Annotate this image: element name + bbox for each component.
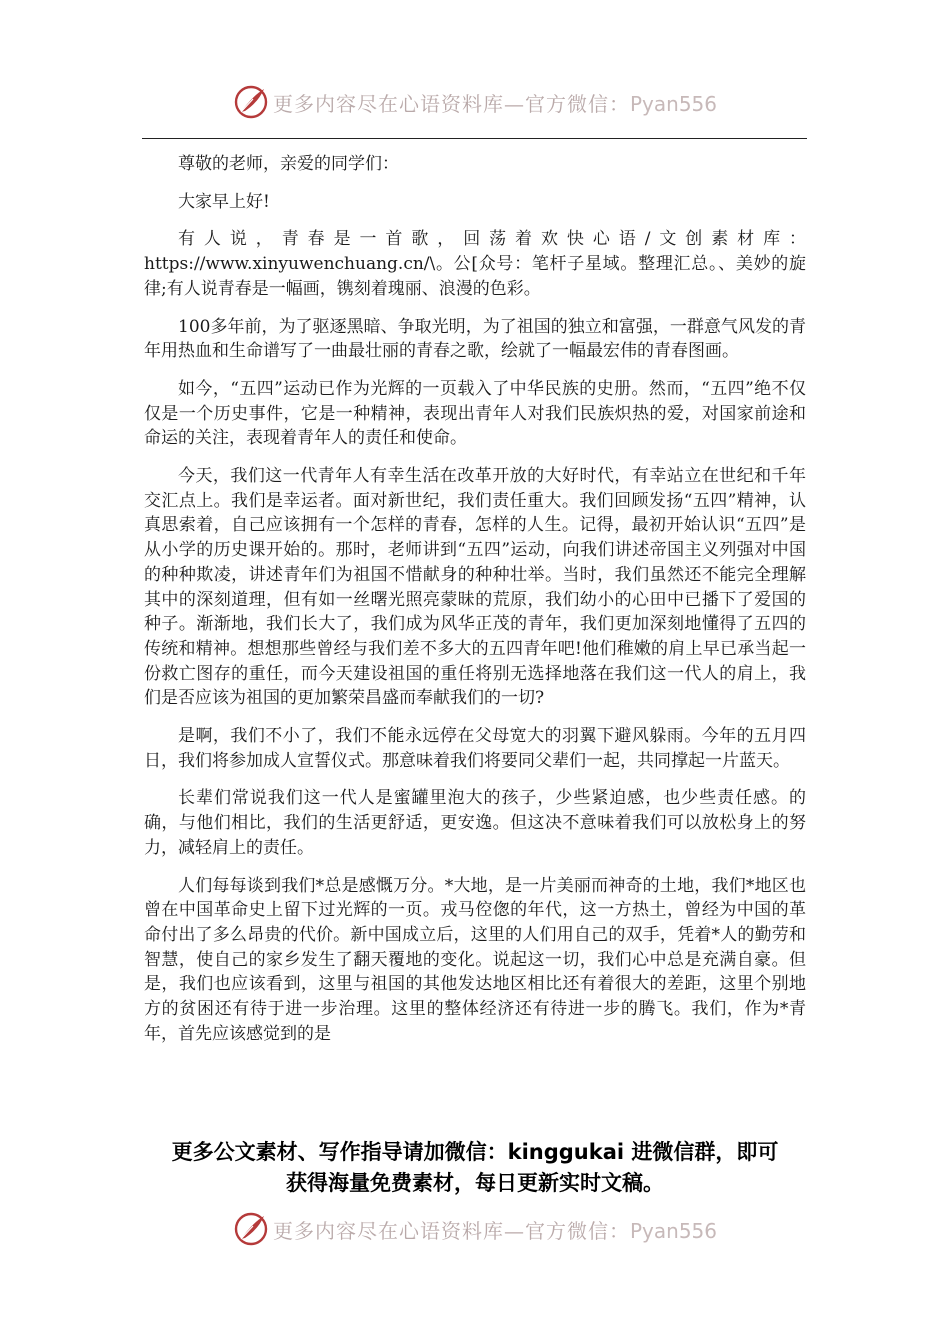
paragraph: 100多年前，为了驱逐黑暗、争取光明，为了祖国的独立和富强，一群意气风发的青年用热血和生命谱写了一曲最壮丽的青春之歌，绘就了一幅最宏伟的青春图画。 (144, 316, 806, 362)
banner-text: 更多内容尽在心语资料库—官方微信：Pyan556 (272, 1218, 717, 1243)
footer-ad-line: 更多公文素材、写作指导请加微信：kinggukai 进微信群，即可 (171, 1140, 779, 1164)
footer-banner (0, 1211, 950, 1247)
speech-body (144, 152, 806, 1060)
wechat-handle: Pyan556 (629, 1218, 717, 1243)
footer-advertisement (120, 1137, 830, 1199)
paragraph: 如今，“五四”运动已作为光辉的一页载入了中华民族的史册。然而，“五四”绝不仅仅是一个历史事件，它是一种精神，表现出青年人对我们民族炽热的爱，对国家前途和命运的关注，表现着青年人的责任和使命。 (144, 378, 806, 449)
header-divider (142, 138, 807, 139)
paragraph: 人们每每谈到我们*总是感慨万分。*大地，是一片美丽而神奇的土地，我们*地区也曾在中国革命史上留下过光辉的一页。戎马倥偬的年代，这一方热土，曾经为中国的革命付出了多么昂贵的代价。新中国成立后，这里的人们用自己的双手，凭着*人的勤劳和智慧，使自己的家乡发生了翻天覆地的变化。说起这一切，我们心中总是充满自豪。但是，我们也应该看到，这里与祖国的其他发达地区相比还有着很大的差距，这里个别地方的贫困还有待于进一步治理。这里的整体经济还有待进一步的腾飞。我们，作为*青年，首先应该感觉到的是 (144, 875, 806, 1044)
paragraph: 尊敬的老师，亲爱的同学们： (178, 154, 399, 174)
paragraph: 今天，我们这一代青年人有幸生活在改革开放的大好时代，有幸站立在世纪和千年交汇点上。我们是幸运者。面对新世纪，我们责任重大。我们回顾发扬“五四”精神，认真思索着，自己应该拥有一个怎样的青春，怎样的人生。记得，最初开始认识“五四”是从小学的历史课开始的。那时，老师讲到“五四”运动，向我们讲述帝国主义列强对中国的种种欺凌，讲述青年们为祖国不惜献身的种种壮举。当时，我们虽然还不能完全理解其中的深刻道理，但有如一丝曙光照亮蒙昧的荒原，我们幼小的心田中已播下了爱国的种子。渐渐地，我们长大了，我们成为风华正茂的青年，我们更加深刻地懂得了五四的传统和精神。想想那些曾经与我们差不多大的五四青年吧!他们稚嫩的肩上早已承当起一份救亡图存的重任，而今天建设祖国的重任将别无选择地落在我们这一代人的肩上，我们是否应该为祖国的更加繁荣昌盛而奉献我们的一切? (144, 466, 806, 709)
wechat-handle: Pyan556 (629, 91, 717, 116)
paragraph: 长辈们常说我们这一代人是蜜罐里泡大的孩子，少些紧迫感，也少些责任感。的确，与他们相比，我们的生活更舒适，更安逸。但这决不意味着我们可以放松身上的努力，减轻肩上的责任。 (144, 788, 806, 858)
paragraph: 有人说，青春是一首歌，回荡着欢快心语/文创素材库：https://www.xinyuwenchuang.cn/\。公[众号：笔杆子星域。整理汇总。、美妙的旋律;有人说青春是一幅画，镌刻着瑰丽、浪漫的色彩。 (144, 229, 806, 299)
quill-pen-logo-icon (233, 1211, 269, 1247)
paragraph: 是啊，我们不小了，我们不能永远停在父母宽大的羽翼下避风躲雨。今年的五月四日，我们将参加成人宣誓仪式。那意味着我们将要同父辈们一起，共同撑起一片蓝天。 (144, 726, 806, 771)
header-banner (0, 84, 950, 120)
paragraph: 大家早上好! (178, 191, 270, 212)
footer-ad-line: 获得海量免费素材，每日更新实时文稿。 (286, 1171, 664, 1195)
quill-pen-logo-icon (233, 84, 269, 120)
banner-text: 更多内容尽在心语资料库—官方微信：Pyan556 (272, 91, 717, 116)
